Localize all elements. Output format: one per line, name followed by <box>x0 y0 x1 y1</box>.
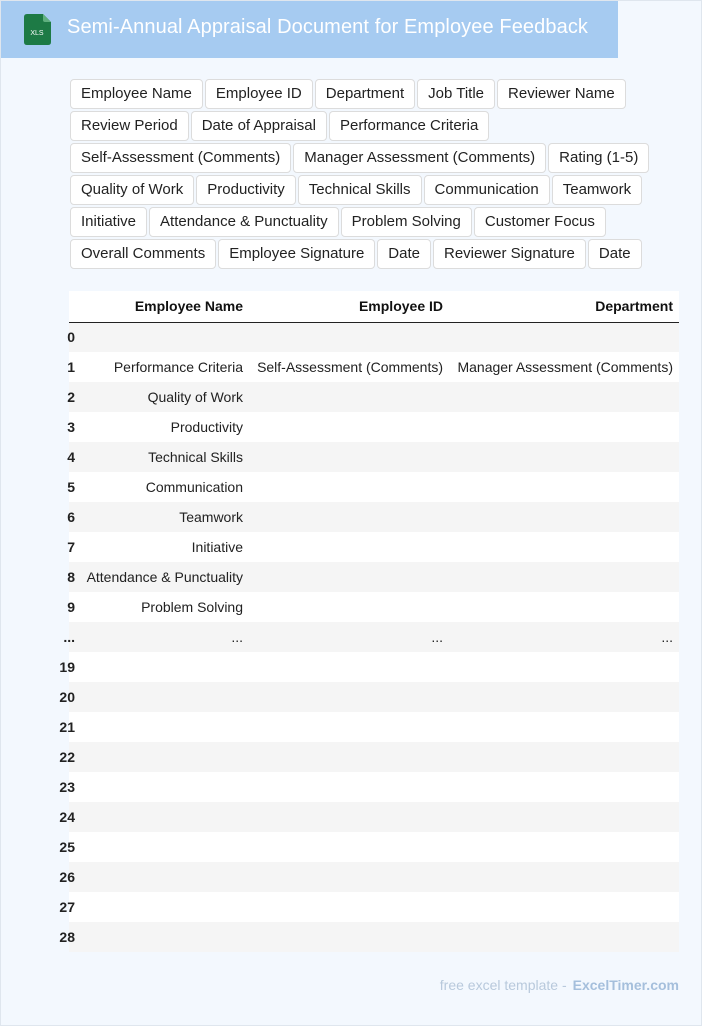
field-tag: Customer Focus <box>474 207 606 237</box>
table-row <box>69 502 679 532</box>
row-index-cell: 7 <box>69 532 75 562</box>
table-cell <box>249 562 449 592</box>
row-index-cell: 4 <box>69 442 75 472</box>
field-tag: Date <box>588 239 642 269</box>
field-tag: Job Title <box>417 79 495 109</box>
column-header: Department <box>449 291 679 322</box>
table-cell <box>449 442 679 472</box>
table-row <box>69 322 679 352</box>
table-row <box>69 832 679 862</box>
table-row <box>69 412 679 442</box>
field-tag: Initiative <box>70 207 147 237</box>
field-tag: Attendance & Punctuality <box>149 207 339 237</box>
table-row <box>69 682 679 712</box>
table-cell <box>75 712 249 742</box>
table-cell <box>449 742 679 772</box>
table-cell <box>75 322 249 352</box>
table-row <box>69 892 679 922</box>
table-cell <box>249 802 449 832</box>
table-cell <box>249 682 449 712</box>
table-cell: Initiative <box>75 532 249 562</box>
table-cell <box>249 832 449 862</box>
row-index-cell: 24 <box>69 802 75 832</box>
table-cell <box>449 322 679 352</box>
field-tag: Performance Criteria <box>329 111 489 141</box>
row-index-cell: 3 <box>69 412 75 442</box>
field-tag: Reviewer Signature <box>433 239 586 269</box>
table-cell <box>449 892 679 922</box>
appraisal-table-container <box>59 291 679 952</box>
field-tag: Rating (1-5) <box>548 143 649 173</box>
table-cell <box>75 772 249 802</box>
table-header-row <box>69 291 679 322</box>
row-index-cell: 22 <box>69 742 75 772</box>
table-cell <box>75 832 249 862</box>
table-cell: ... <box>249 622 449 652</box>
excel-icon-label: XLS <box>30 30 44 37</box>
row-index-cell: 28 <box>69 922 75 952</box>
row-index-cell: 9 <box>69 592 75 622</box>
table-cell <box>75 922 249 952</box>
table-cell <box>249 652 449 682</box>
row-index-cell: 2 <box>69 382 75 412</box>
table-cell <box>249 532 449 562</box>
field-tag: Date <box>377 239 431 269</box>
table-cell: Teamwork <box>75 502 249 532</box>
row-index-cell: 20 <box>69 682 75 712</box>
table-cell <box>449 502 679 532</box>
table-row <box>69 442 679 472</box>
table-cell: ... <box>449 622 679 652</box>
appraisal-table <box>59 291 679 952</box>
column-header: Employee Name <box>75 291 249 322</box>
title-banner <box>1 1 618 58</box>
table-row <box>69 382 679 412</box>
field-tag: Self-Assessment (Comments) <box>70 143 291 173</box>
field-tag: Employee Name <box>70 79 203 109</box>
row-index-cell: 19 <box>69 652 75 682</box>
table-cell <box>249 382 449 412</box>
table-cell <box>249 742 449 772</box>
table-cell <box>249 442 449 472</box>
table-row <box>69 622 679 652</box>
table-cell <box>75 742 249 772</box>
field-tag: Technical Skills <box>298 175 422 205</box>
footer-credit <box>440 977 679 993</box>
table-cell <box>75 682 249 712</box>
table-cell: Technical Skills <box>75 442 249 472</box>
table-cell <box>249 502 449 532</box>
table-cell <box>449 562 679 592</box>
footer-brand-link[interactable]: ExcelTimer.com <box>572 977 679 993</box>
table-row <box>69 922 679 952</box>
column-header: Employee ID <box>249 291 449 322</box>
table-cell <box>449 382 679 412</box>
field-tag: Overall Comments <box>70 239 216 269</box>
table-cell <box>449 802 679 832</box>
table-row <box>69 862 679 892</box>
table-cell <box>75 802 249 832</box>
table-row <box>69 532 679 562</box>
excel-file-icon <box>24 14 51 45</box>
table-cell <box>249 592 449 622</box>
table-cell: ... <box>75 622 249 652</box>
table-row <box>69 712 679 742</box>
table-cell: Quality of Work <box>75 382 249 412</box>
table-cell <box>449 682 679 712</box>
table-cell <box>449 862 679 892</box>
table-cell: Performance Criteria <box>75 352 249 382</box>
field-tag: Problem Solving <box>341 207 472 237</box>
field-tag: Date of Appraisal <box>191 111 327 141</box>
footer-text: free excel template - <box>439 977 567 993</box>
table-cell <box>449 652 679 682</box>
table-cell <box>249 922 449 952</box>
table-cell <box>449 772 679 802</box>
table-cell <box>75 892 249 922</box>
field-tag: Productivity <box>196 175 296 205</box>
row-index-cell: 1 <box>69 352 75 382</box>
field-tag: Quality of Work <box>70 175 194 205</box>
table-row <box>69 592 679 622</box>
row-index-cell: 26 <box>69 862 75 892</box>
table-cell <box>449 922 679 952</box>
table-cell: Problem Solving <box>75 592 249 622</box>
table-cell <box>75 862 249 892</box>
table-cell <box>249 862 449 892</box>
table-row <box>69 742 679 772</box>
table-cell: Productivity <box>75 412 249 442</box>
row-index-cell: 25 <box>69 832 75 862</box>
table-row <box>69 652 679 682</box>
table-row <box>69 772 679 802</box>
field-tag: Manager Assessment (Comments) <box>293 143 546 173</box>
table-row <box>69 802 679 832</box>
field-tag: Reviewer Name <box>497 79 626 109</box>
field-tag-list <box>70 79 670 269</box>
table-cell: Attendance & Punctuality <box>75 562 249 592</box>
field-tag: Communication <box>424 175 550 205</box>
row-index-cell: 5 <box>69 472 75 502</box>
table-cell <box>249 772 449 802</box>
row-index-cell: 6 <box>69 502 75 532</box>
row-index-cell: ... <box>69 622 75 652</box>
table-row <box>69 562 679 592</box>
field-tag: Teamwork <box>552 175 642 205</box>
table-cell <box>449 712 679 742</box>
row-index-cell: 21 <box>69 712 75 742</box>
page-title: Semi-Annual Appraisal Document for Employee Feedback <box>67 16 589 38</box>
table-cell <box>249 472 449 502</box>
field-tag: Department <box>315 79 415 109</box>
table-cell: Communication <box>75 472 249 502</box>
table-cell <box>75 652 249 682</box>
row-index-cell: 0 <box>69 322 75 352</box>
table-cell <box>449 592 679 622</box>
table-cell <box>249 322 449 352</box>
field-tag: Review Period <box>70 111 189 141</box>
row-index-cell: 23 <box>69 772 75 802</box>
table-cell <box>249 412 449 442</box>
table-cell <box>249 712 449 742</box>
table-cell <box>449 412 679 442</box>
field-tag: Employee ID <box>205 79 313 109</box>
table-cell <box>249 892 449 922</box>
table-cell: Self-Assessment (Comments) <box>249 352 449 382</box>
table-cell <box>449 532 679 562</box>
row-index-cell: 8 <box>69 562 75 592</box>
table-row <box>69 352 679 382</box>
table-cell <box>449 472 679 502</box>
table-row <box>69 472 679 502</box>
row-index-cell: 27 <box>69 892 75 922</box>
field-tag: Employee Signature <box>218 239 375 269</box>
table-cell: Manager Assessment (Comments) <box>449 352 679 382</box>
table-cell <box>449 832 679 862</box>
